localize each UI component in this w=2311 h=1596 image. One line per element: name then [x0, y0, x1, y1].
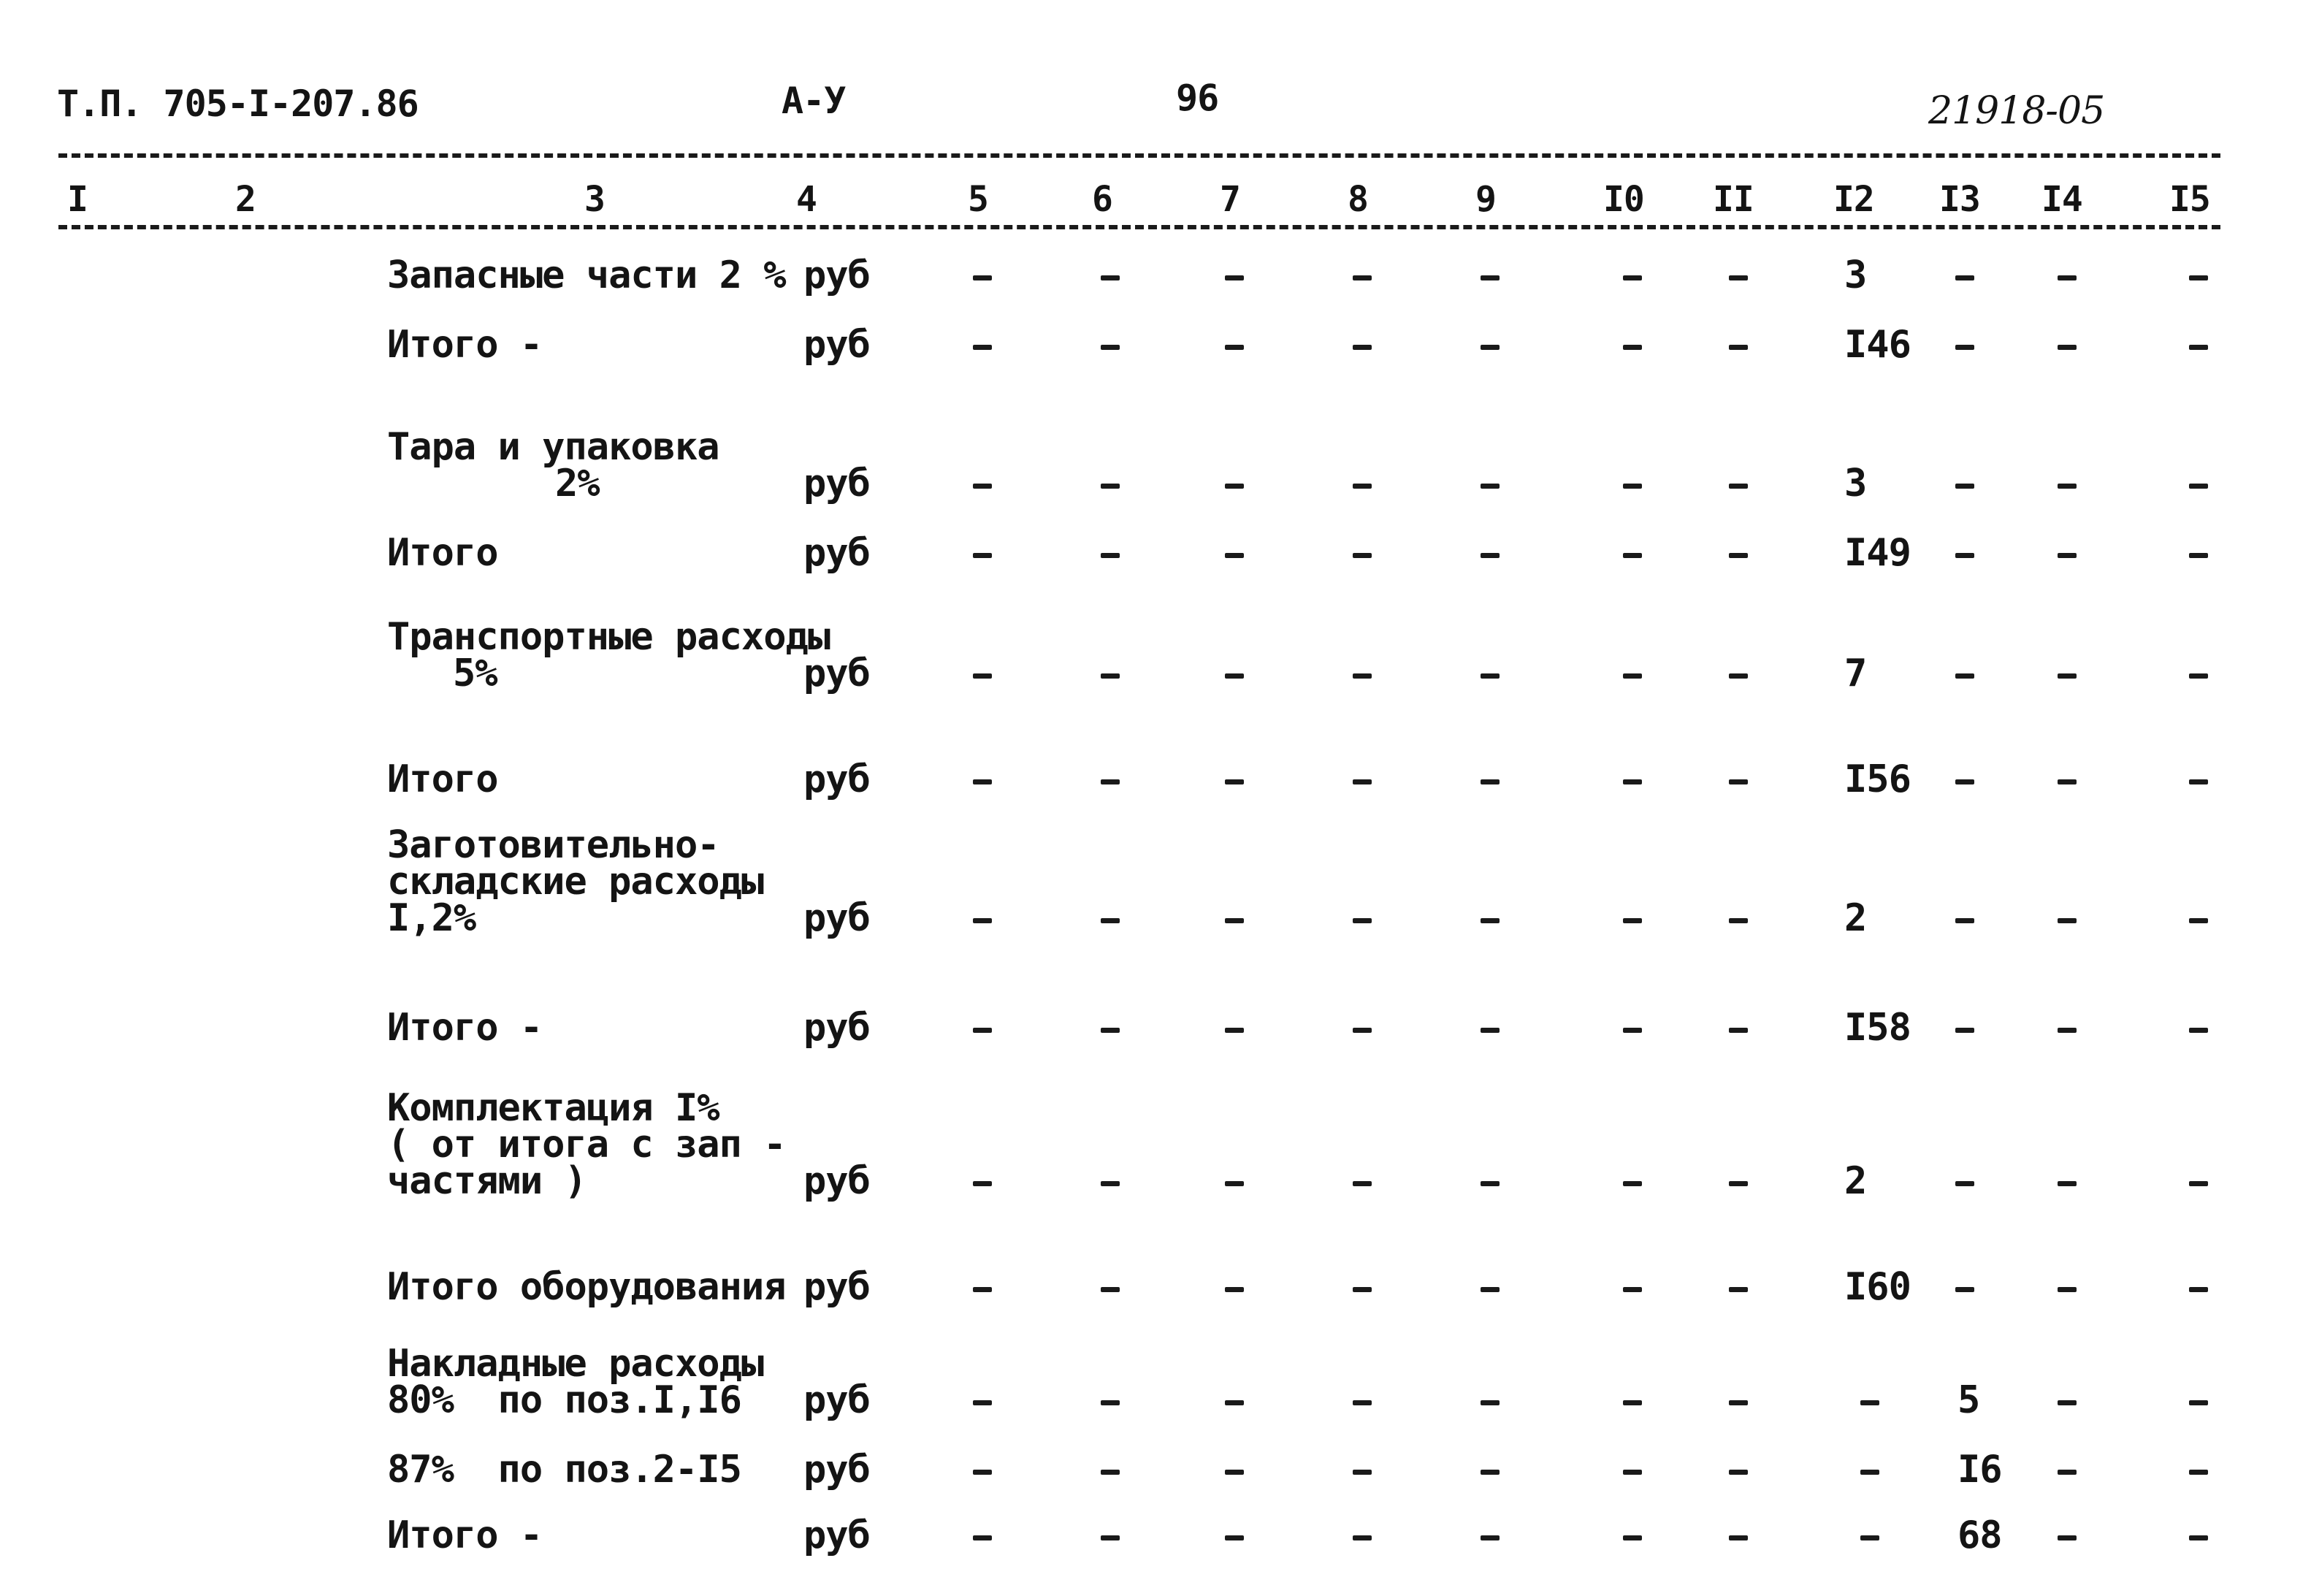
empty-cell-dash: [1729, 1181, 1748, 1186]
empty-cell-dash: [2058, 1181, 2077, 1186]
row-unit: руб: [803, 1159, 870, 1203]
empty-cell-dash: [1225, 1400, 1244, 1405]
empty-cell-dash: [2189, 673, 2208, 679]
empty-cell-dash: [2058, 553, 2077, 558]
row-label: 2%: [555, 462, 600, 505]
column-number: 4: [796, 179, 817, 220]
header-divider-top: [58, 153, 2220, 158]
row-label: I,2%: [387, 896, 476, 940]
empty-cell-dash: [1623, 918, 1642, 923]
row-unit: руб: [803, 1448, 870, 1492]
empty-cell-dash: [973, 1028, 992, 1033]
empty-cell-dash: [973, 345, 992, 350]
empty-cell-dash: [1481, 1028, 1500, 1033]
empty-cell-dash: [1729, 1400, 1748, 1405]
row-label: Тара и упаковка: [387, 425, 719, 469]
row-unit: руб: [803, 1378, 870, 1422]
column-number: 3: [584, 179, 605, 220]
empty-cell-dash: [1955, 275, 1974, 280]
empty-cell-dash: [2189, 1470, 2208, 1475]
empty-cell-dash: [1729, 275, 1748, 280]
row-label: 87% по поз.2-I5: [387, 1448, 741, 1492]
empty-cell-dash: [1353, 779, 1372, 784]
empty-cell-dash: [1353, 345, 1372, 350]
empty-cell-dash: [1353, 275, 1372, 280]
col-12-value: 2: [1844, 896, 1867, 940]
empty-cell-dash: [1101, 673, 1120, 679]
empty-cell-dash: [1729, 345, 1748, 350]
column-number: 9: [1475, 179, 1496, 220]
column-number: I0: [1603, 179, 1644, 220]
empty-cell-dash: [2058, 779, 2077, 784]
empty-cell-dash: [1101, 779, 1120, 784]
empty-cell-dash: [1955, 918, 1974, 923]
column-number: I2: [1833, 179, 1874, 220]
empty-cell-dash: [973, 484, 992, 489]
empty-cell-dash: [1225, 484, 1244, 489]
empty-cell-dash: [1623, 673, 1642, 679]
empty-cell-dash: [2058, 1470, 2077, 1475]
empty-cell-dash: [1481, 484, 1500, 489]
empty-cell-dash: [1225, 1287, 1244, 1292]
empty-cell-dash: [1101, 1287, 1120, 1292]
row-label: Заготовительно-: [387, 823, 719, 867]
empty-cell-dash: [2189, 1400, 2208, 1405]
empty-cell-dash: [2058, 1028, 2077, 1033]
page-number: 96: [1176, 77, 1219, 119]
empty-cell-dash: [1101, 275, 1120, 280]
empty-cell-dash: [2189, 918, 2208, 923]
empty-cell-dash: [973, 1400, 992, 1405]
empty-cell-dash: [1955, 1028, 1974, 1033]
empty-cell-dash: [2189, 484, 2208, 489]
column-number: 6: [1092, 179, 1112, 220]
empty-cell-dash: [1225, 1028, 1244, 1033]
empty-cell-dash: [1860, 1400, 1879, 1405]
empty-cell-dash: [1481, 918, 1500, 923]
empty-cell-dash: [1101, 484, 1120, 489]
empty-cell-dash: [2058, 1287, 2077, 1292]
col-12-value: 7: [1844, 652, 1867, 695]
row-label: Транспортные расходы: [387, 615, 830, 659]
empty-cell-dash: [1955, 1287, 1974, 1292]
empty-cell-dash: [1225, 918, 1244, 923]
empty-cell-dash: [1101, 1470, 1120, 1475]
empty-cell-dash: [1225, 345, 1244, 350]
row-label: 80% по поз.I,I6: [387, 1378, 741, 1422]
empty-cell-dash: [1623, 1400, 1642, 1405]
column-number: 2: [235, 179, 256, 220]
empty-cell-dash: [1353, 553, 1372, 558]
empty-cell-dash: [973, 1287, 992, 1292]
empty-cell-dash: [1623, 779, 1642, 784]
column-number: 7: [1220, 179, 1240, 220]
empty-cell-dash: [1225, 553, 1244, 558]
empty-cell-dash: [1481, 345, 1500, 350]
empty-cell-dash: [1353, 1028, 1372, 1033]
col-12-value: 2: [1844, 1159, 1867, 1203]
doc-code: Т.П. 705-I-207.86: [57, 83, 419, 125]
empty-cell-dash: [1729, 918, 1748, 923]
empty-cell-dash: [1353, 918, 1372, 923]
empty-cell-dash: [1729, 779, 1748, 784]
empty-cell-dash: [1101, 345, 1120, 350]
empty-cell-dash: [1481, 1470, 1500, 1475]
empty-cell-dash: [1481, 275, 1500, 280]
empty-cell-dash: [2189, 1535, 2208, 1540]
empty-cell-dash: [973, 553, 992, 558]
empty-cell-dash: [1623, 484, 1642, 489]
row-label: частями ): [387, 1159, 587, 1203]
col-12-value: I60: [1844, 1265, 1911, 1309]
row-unit: руб: [803, 757, 870, 801]
empty-cell-dash: [1101, 1028, 1120, 1033]
row-unit: руб: [803, 896, 870, 940]
empty-cell-dash: [973, 918, 992, 923]
col-12-value: 3: [1844, 462, 1867, 505]
empty-cell-dash: [973, 779, 992, 784]
empty-cell-dash: [1225, 1181, 1244, 1186]
empty-cell-dash: [2058, 345, 2077, 350]
row-label: Итого: [387, 531, 498, 575]
empty-cell-dash: [1101, 553, 1120, 558]
empty-cell-dash: [973, 1181, 992, 1186]
empty-cell-dash: [1225, 1470, 1244, 1475]
empty-cell-dash: [1729, 484, 1748, 489]
row-unit: руб: [803, 1265, 870, 1309]
empty-cell-dash: [1353, 1287, 1372, 1292]
empty-cell-dash: [2058, 918, 2077, 923]
empty-cell-dash: [1225, 779, 1244, 784]
empty-cell-dash: [1353, 484, 1372, 489]
empty-cell-dash: [1353, 1470, 1372, 1475]
row-label: Итого -: [387, 1006, 543, 1050]
empty-cell-dash: [1623, 553, 1642, 558]
row-unit: руб: [803, 462, 870, 505]
empty-cell-dash: [1729, 673, 1748, 679]
col-13-value: I6: [1957, 1448, 2002, 1492]
empty-cell-dash: [1353, 1400, 1372, 1405]
empty-cell-dash: [1729, 1028, 1748, 1033]
row-label: Накладные расходы: [387, 1342, 764, 1386]
empty-cell-dash: [1481, 1535, 1500, 1540]
row-label: Итого -: [387, 323, 543, 367]
empty-cell-dash: [1623, 1181, 1642, 1186]
handwritten-stamp: 21918-05: [1928, 89, 2105, 133]
row-unit: руб: [803, 253, 870, 297]
empty-cell-dash: [1955, 779, 1974, 784]
album-code: А-У: [782, 80, 846, 122]
empty-cell-dash: [1481, 553, 1500, 558]
empty-cell-dash: [1955, 345, 1974, 350]
empty-cell-dash: [2189, 1181, 2208, 1186]
empty-cell-dash: [1729, 1470, 1748, 1475]
empty-cell-dash: [1101, 1535, 1120, 1540]
empty-cell-dash: [2058, 1535, 2077, 1540]
empty-cell-dash: [2189, 345, 2208, 350]
empty-cell-dash: [1955, 673, 1974, 679]
empty-cell-dash: [1225, 673, 1244, 679]
col-12-value: I49: [1844, 531, 1911, 575]
empty-cell-dash: [1481, 779, 1500, 784]
empty-cell-dash: [1481, 1181, 1500, 1186]
empty-cell-dash: [1353, 1535, 1372, 1540]
column-number: I4: [2041, 179, 2082, 220]
empty-cell-dash: [1623, 345, 1642, 350]
row-label: Итого: [387, 757, 498, 801]
empty-cell-dash: [2058, 275, 2077, 280]
header-divider-bottom: [58, 225, 2220, 229]
empty-cell-dash: [1481, 1400, 1500, 1405]
empty-cell-dash: [1225, 1535, 1244, 1540]
empty-cell-dash: [1955, 484, 1974, 489]
row-label: Комплектация I%: [387, 1086, 719, 1130]
column-number: 8: [1348, 179, 1368, 220]
col-13-value: 68: [1957, 1513, 2002, 1557]
empty-cell-dash: [1860, 1470, 1879, 1475]
empty-cell-dash: [2189, 1028, 2208, 1033]
empty-cell-dash: [1955, 1181, 1974, 1186]
empty-cell-dash: [2189, 275, 2208, 280]
col-12-value: 3: [1844, 253, 1867, 297]
empty-cell-dash: [1623, 1470, 1642, 1475]
column-number: I5: [2169, 179, 2210, 220]
empty-cell-dash: [1481, 673, 1500, 679]
row-label: 5%: [453, 652, 497, 695]
row-label: Итого оборудования: [387, 1265, 786, 1309]
column-number: II: [1713, 179, 1754, 220]
empty-cell-dash: [1353, 1181, 1372, 1186]
empty-cell-dash: [973, 275, 992, 280]
row-label: Итого -: [387, 1513, 543, 1557]
empty-cell-dash: [1101, 1181, 1120, 1186]
empty-cell-dash: [1623, 275, 1642, 280]
row-label: ( от итога с зап -: [387, 1123, 786, 1167]
empty-cell-dash: [1101, 1400, 1120, 1405]
empty-cell-dash: [1101, 918, 1120, 923]
empty-cell-dash: [2189, 779, 2208, 784]
col-12-value: I58: [1844, 1006, 1911, 1050]
empty-cell-dash: [973, 1470, 992, 1475]
empty-cell-dash: [2058, 484, 2077, 489]
row-unit: руб: [803, 1006, 870, 1050]
column-number: I: [67, 179, 88, 220]
empty-cell-dash: [2189, 553, 2208, 558]
empty-cell-dash: [2058, 1400, 2077, 1405]
row-unit: руб: [803, 531, 870, 575]
col-12-value: I56: [1844, 757, 1911, 801]
row-unit: руб: [803, 323, 870, 367]
empty-cell-dash: [973, 673, 992, 679]
empty-cell-dash: [1729, 1287, 1748, 1292]
empty-cell-dash: [1860, 1535, 1879, 1540]
col-12-value: I46: [1844, 323, 1911, 367]
empty-cell-dash: [1623, 1287, 1642, 1292]
empty-cell-dash: [1623, 1028, 1642, 1033]
empty-cell-dash: [1481, 1287, 1500, 1292]
row-label: Запасные части 2 %: [387, 253, 786, 297]
empty-cell-dash: [2058, 673, 2077, 679]
column-number: I3: [1939, 179, 1980, 220]
empty-cell-dash: [1729, 553, 1748, 558]
empty-cell-dash: [2189, 1287, 2208, 1292]
row-label: складские расходы: [387, 860, 764, 904]
empty-cell-dash: [1955, 553, 1974, 558]
empty-cell-dash: [1623, 1535, 1642, 1540]
empty-cell-dash: [973, 1535, 992, 1540]
row-unit: руб: [803, 1513, 870, 1557]
empty-cell-dash: [1729, 1535, 1748, 1540]
col-13-value: 5: [1957, 1378, 1980, 1422]
empty-cell-dash: [1353, 673, 1372, 679]
column-number: 5: [968, 179, 988, 220]
empty-cell-dash: [1225, 275, 1244, 280]
row-unit: руб: [803, 652, 870, 695]
